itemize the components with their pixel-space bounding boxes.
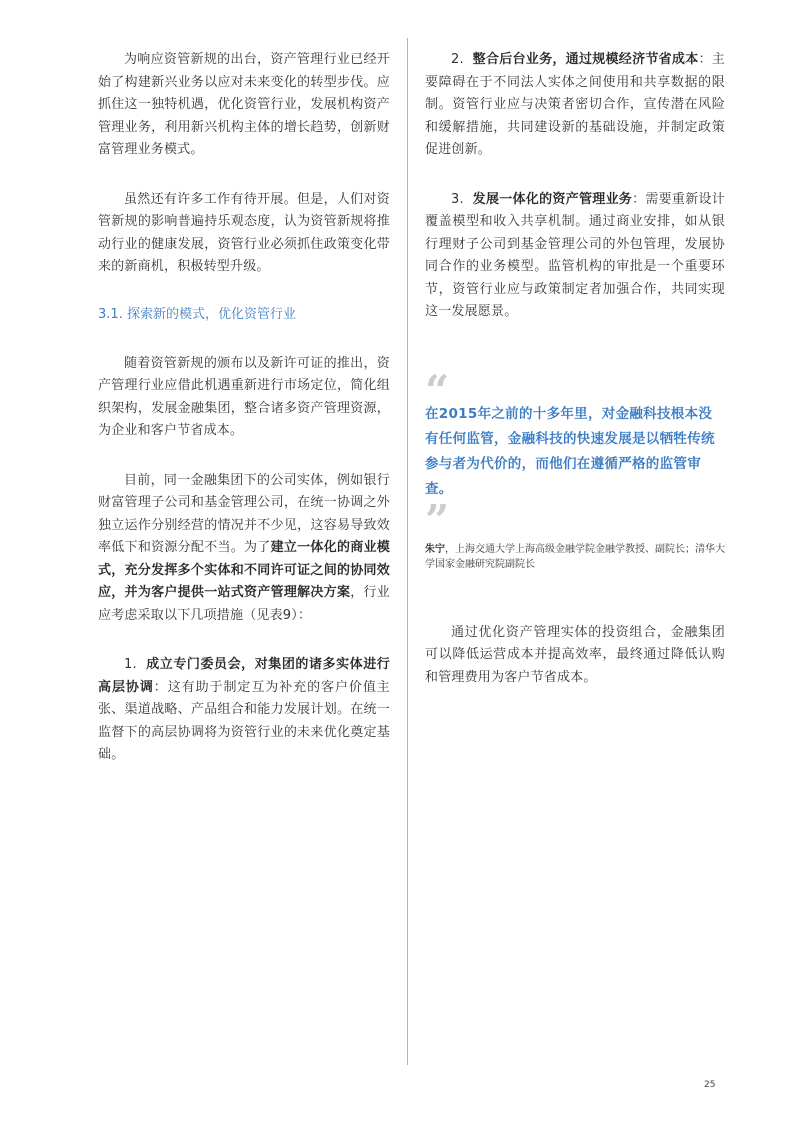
measure-item-1-title: 成立专门委员会，对集团的诸多实体进行高层协调 (98, 657, 390, 695)
quote-author-title: ，上海交通大学上海高级金融学院金融学教授、副院长；清华大学国家金融研究院副院长 (425, 543, 725, 570)
measure-item-3 (425, 189, 725, 324)
right-column (425, 0, 725, 689)
paragraph-conclusion: 通过优化资产管理实体的投资组合，金融集团可以降低运营成本并提高效率，最终通过降低认购和管理费用为客户节省成本。 (425, 624, 725, 685)
measure-item-3-title: 发展一体化的资产管理业务 (472, 191, 633, 207)
close-quote-icon: ” (425, 495, 450, 545)
measure-item-3-number: 3. (451, 191, 464, 207)
measure-item-2 (425, 49, 725, 162)
measure-item-2-text: ：主要障碍在于不同法人实体之间使用和共享数据的限制。资管行业应与决策者密切合作，宣传潜在风险和缓解措施，共同建设新的基础设施，并制定政策促进创新。 (425, 52, 726, 157)
left-column (98, 0, 390, 767)
measure-item-1-text: ：这有助于制定互为补充的客户价值主张、渠道战略、产品组合和能力发展计划。在统一监督下的高层协调将为资管行业的未来优化奠定基础。 (98, 679, 390, 762)
section-heading: 3.1. 探索新的模式，优化资管行业 (98, 306, 296, 322)
paragraph-new-license: 随着资管新规的颁布以及新许可证的推出，资产管理行业应借此机遇重新进行市场定位，简化组织架构，发展金融集团，整合诸多资产管理资源，为企业和客户节省成本。 (98, 355, 390, 438)
paragraph-integration-text-b: ，行业应考虑采取以下几项措施（见表9）： (98, 585, 390, 623)
measure-item-1 (98, 654, 390, 767)
column-divider (407, 38, 408, 1065)
pull-quote (425, 365, 725, 572)
paragraph-outlook: 虽然还有许多工作有待开展。但是，人们对资管新规的影响普遍持乐观态度，认为资管新规将推动行业的健康发展，资管行业必须抓住政策变化带来的新商机，积极转型升级。 (98, 191, 390, 274)
quote-attribution (425, 542, 725, 572)
quote-author: 朱宁 (425, 543, 445, 555)
paragraph-intro: 为响应资管新规的出台，资产管理行业已经开始了构建新兴业务以应对未来变化的转型步伐。应抓住这一独特机遇，优化资管行业，发展机构资产管理业务，利用新兴机构主体的增长趋势，创新财富管理业务模式。 (98, 52, 390, 157)
measure-item-2-title: 整合后台业务，通过规模经济节省成本 (472, 52, 699, 67)
paragraph-integration-emphasis: 建立一体化的商业模式，充分发挥多个实体和不同许可证之间的协同效应，并为客户提供一站式资产管理解决方案 (98, 540, 390, 600)
pull-quote-text: 在2015年之前的十多年里，对金融科技根本没有任何监管，金融科技的快速发展是以牺牲传统参与者为代价的，而他们在遵循严格的监管审查。 (425, 405, 715, 497)
page-number: 25 (704, 1080, 716, 1090)
measure-item-2-number: 2. (451, 52, 464, 67)
open-quote-icon: “ (425, 365, 450, 415)
paragraph-integration (98, 470, 390, 628)
paragraph-integration-text-a: 目前，同一金融集团下的公司实体，例如银行财富管理子公司和基金管理公司，在统一协调之外独立运作分别经营的情况并不少见，这容易导致效率低下和资源分配不当。为了 (98, 472, 390, 555)
measure-item-1-number: 1. (124, 657, 137, 672)
measure-item-3-text: ：需要重新设计覆盖模型和收入共享机制。通过商业安排，如从银行理财子公司到基金管理公司的外包管理，发展协同合作的业务模型。监管机构的审批是一个重要环节，资管行业应与政策制定者加强合作，共同实现这一发展愿景。 (425, 191, 725, 319)
